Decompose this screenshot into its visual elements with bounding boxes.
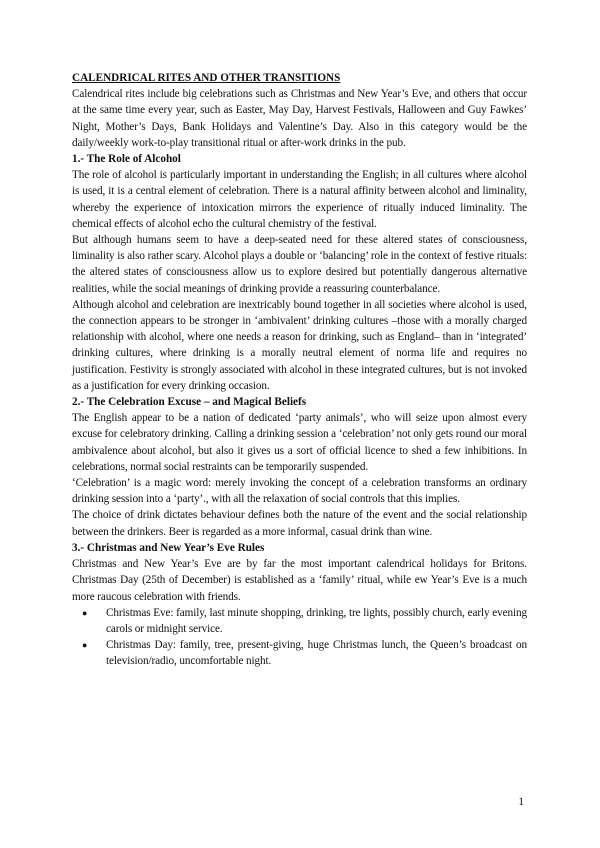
section-heading-christmas: 3.- Christmas and New Year’s Eve Rules (72, 541, 265, 554)
intro-paragraph: Calendrical rites include big celebrations such as Christmas and New Year’s Eve, and others that occur at the same time every year, such as Easter, May Day, Harvest Festivals, Halloween and Guy Fawkes’ Night, Mother’s Days, Bank Holidays and Valentine’s Day. Also in this category would be the daily/weekly work-to-play transitional ritual or after-work drinks in the pub. (72, 88, 527, 149)
paragraph: Christmas and New Year’s Eve are by far the most important calendrical holidays for Britons. Christmas Day (25th of December) is established as a ‘family’ ritual, while ew Year’s Eve is a much more raucous celebration with friends. (72, 558, 527, 603)
paragraph: But although humans seem to have a deep-seated need for these altered states of consciousness, liminality is also rather scary. Alcohol plays a double or ‘balancing’ role in the context of festive rituals: the altered states of consciousness allow us to explore desired but potentially dangerous alternative realities, while the social meanings of drinking provide a reassuring counterbalance. (72, 234, 527, 295)
section-heading-alcohol: 1.- The Role of Alcohol (72, 153, 181, 166)
list-item-text: Christmas Day: family, tree, present-giving, huge Christmas lunch, the Queen’s broadcast on television/radio, uncomfortable night. (106, 639, 527, 668)
list-item (82, 637, 527, 669)
paragraph: The English appear to be a nation of dedicated ‘party animals’, who will seize upon almost every excuse for celebratory drinking. Calling a drinking session a ‘celebration’ not only gets round our moral ambivalence about alcohol, but also it gives us a sort of official licence to shed a few inhibitions. In celebrations, normal social restraints can be temporarily suspended. (72, 412, 527, 473)
paragraph: The choice of drink dictates behaviour defines both the nature of the event and the social relationship between the drinkers. Beer is regarded as a more informal, casual drink than wine. (72, 509, 527, 538)
document-title: CALENDRICAL RITES AND OTHER TRANSITIONS (72, 72, 341, 84)
page-number: 1 (518, 796, 524, 808)
bullet-icon: ● (82, 640, 88, 651)
list-item-text: Christmas Eve: family, last minute shopping, drinking, tre lights, possibly church, early evening carols or midnight service. (106, 606, 527, 635)
bullet-list (72, 605, 527, 670)
paragraph: ‘Celebration’ is a magic word: merely invoking the concept of a celebration transforms an ordinary drinking session into a ‘party’., with all the relaxation of social controls that this implies. (72, 477, 527, 506)
list-item (82, 605, 527, 637)
paragraph: Although alcohol and celebration are inextricably bound together in all societies where alcohol is used, the connection appears to be stronger in ‘ambivalent’ drinking cultures –those with a morally charged relationship with alcohol, where one needs a reason for drinking, such as England– than in ‘integrated’ drinking cultures, where drinking is a morally neutral element of norma life and requires no justification. Festivity is strongly associated with alcohol in these integrated cultures, but is not invoked as a justification for every drinking occasion. (72, 298, 527, 392)
paragraph: The role of alcohol is particularly important in understanding the English; in all cultures where alcohol is used, it is a central element of celebration. There is a natural affinity between alcohol and liminality, whereby the experience of intoxication mirrors the experience of ritually induced liminality. The chemical effects of alcohol echo the cultural chemistry of the festival. (72, 169, 527, 230)
bullet-icon: ● (82, 607, 88, 618)
document-page (72, 70, 527, 670)
section-heading-celebration: 2.- The Celebration Excuse – and Magical Beliefs (72, 396, 307, 409)
